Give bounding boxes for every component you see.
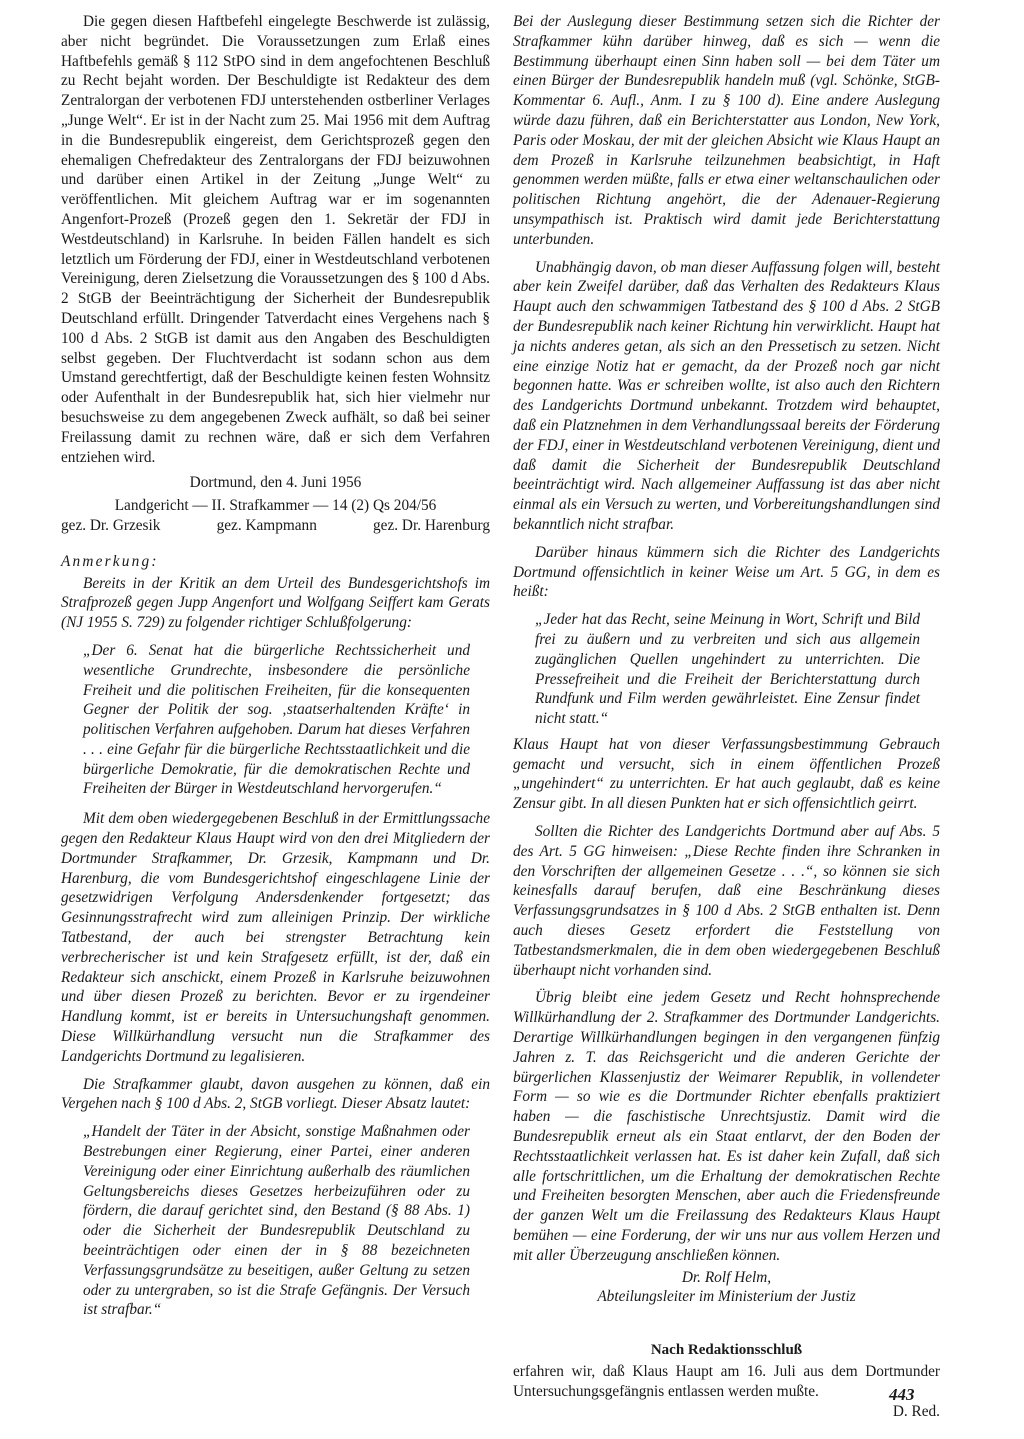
court-decision-paragraph: Die gegen diesen Haftbefehl eingelegte Beschwerde ist zulässig, aber nicht begründet. Die Voraussetzungen zum Erlaß eines Haftbefehls gemäß § 112 StPO sind in dem angefochtenen Beschluß zu Recht bejaht worden. Der Beschuldigte ist Redakteur des dem Zentralorgan der verbotenen FDJ unterstehenden ostberliner Verlages „Junge Welt“. Er ist in der Nacht zum 25. Mai 1956 mit dem Auftrag in die Bundesrepublik eingereist, dem Gerichtsprozeß gegen den ehemaligen Chefredakteur des Zentralorgans der FDJ beizuwohnen und darüber einen Artikel in der Zeitung „Junge Welt“ zu veröffentlichen. Mit gleichem Auftrag war er im sogenannten Angenfort-Prozeß (Prozeß gegen den 1. Sekretär der FDJ in Westdeutschland) in Karlsruhe. In beiden Fällen handelt es sich letztlich um Förderung der FDJ, einer in Westdeutschland verbotenen Vereinigung, deren Zielsetzung die Voraussetzungen des § 100 d Abs. 2 StGB der Beeinträchtigung der Sicherheit der Bundesrepublik Deutschland erfüllt. Dringender Tatverdacht eines Vergehens nach § 100 d Abs. 2 StGB ist damit aus den Angaben des Beschuldigten selbst gegeben. Der Fluchtverdacht ist sodann schon aus dem Umstand gerechtfertigt, daß der Beschuldigte keinen festen Wohnsitz oder Aufenthalt in der Bundesrepublik hat, sich hier vielmehr nur besuchsweise zu dem angegebenen Zweck aufhält, so daß bei seiner Freilassung damit zu rechnen wäre, daß er sich dem Verfahren entziehen wird. xyxy=(61,13,490,466)
editorial-signature: D. Red. xyxy=(892,1402,940,1420)
limits-paragraph: Sollten die Richter des Landgerichts Dortmund aber auf Abs. 5 des Art. 5 GG hinweisen: „Diese Rechte finden ihre Schranken in den Vorschriften der allgemeinen Gesetze . . .“, so können sie sich keinesfalls darauf berufen, daß eine Beschränkung dieses Verfassungsgrundsatzes in § 100 d Abs. 2 StGB enthalten ist. Denn auch dieses Gesetz erfordert die Feststellung von Tatbestandsmerkmalen, die in dem oben wiedergegebenen Beschluß überhaupt nicht vorhanden sind. xyxy=(513,823,940,979)
conclusion-paragraph: Übrig bleibt eine jedem Gesetz und Recht hohnsprechende Willkürhandlung der 2. Strafkammer des Dortmunder Landgerichts. Derartige Willkürhandlungen begingen in den vergangenen fünfzig Jahren z. T. das Reichsgericht und die anderen Gerichte der bürgerlichen Klassenjustiz der Weimarer Republik, in vollendeter Form — so wie es die Dortmunder Richter ebenfalls praktiziert haben — die faschistische Unrechtsjustiz. Damit wird die Bundesrepublik erneut als ein Staat entlarvt, der den Boden der Rechtsstaatlichkeit verlassen hat. Es ist daher kein Zufall, daß sich alle fortschrittlichen, um die Erhaltung der demokratischen Rechte und Freiheiten besorgten Menschen, aber auch die Friedensfreunde der ganzen Welt um die Freilassung des Redakteurs Klaus Haupt bemühen — eine Forderung, der wir uns nur aus vollem Herzen und mit aller Überzeugung anschließen können. xyxy=(513,989,940,1264)
signature-harenburg: gez. Dr. Harenburg xyxy=(373,516,490,534)
article5-quote: „Jeder hat das Recht, seine Meinung in Wort, Schrift und Bild frei zu äußern und zu verbreiten und sich aus allgemein zugänglichen Quellen ungehindert zu unterrichten. Die Pressefreiheit und die Freiheit der Berichterstattung durch Rundfunk und Film werden gewährleistet. Eine Zensur findet nicht statt.“ xyxy=(535,611,920,728)
anmerkung-paragraph: Bereits in der Kritik an dem Urteil des Bundesgerichtshofs im Strafprozeß gegen Jupp Angenfort und Wolfgang Seiffert kam Gerats (NJ 1955 S. 729) zu folgender richtiger Schlußfolgerung: xyxy=(61,574,490,632)
signature-kampmann: gez. Kampmann xyxy=(216,516,317,534)
author-title: Abteilungsleiter im Ministerium der Justiz xyxy=(597,1288,856,1306)
interpretation-paragraph: Bei der Auslegung dieser Bestimmung setzen sich die Richter der Strafkammer kühn darüber hinweg, daß es sich — wenn die Bestimmung überhaupt einen Sinn haben soll — bei dem Täter um einen Bürger der Bundesrepublik handeln muß (vgl. Schönke, StGB-Kommentar 6. Aufl., Anm. I zu § 100 d). Eine andere Auslegung würde dazu führen, daß ein Berichterstatter aus London, New York, Paris oder Moskau, der mit der gleichen Absicht wie Klaus Haupt an dem Prozeß in Karlsruhe teilzunehmen beabsichtigt, in Haft genommen werden müßte, falls er etwa einer weltanschaulichen oder politischen Richtung angehört, die der Adenauer-Regierung unsympathisch ist. Praktisch wird damit jede Berichterstattung unterbunden. xyxy=(513,13,940,248)
dateline: Dortmund, den 4. Juni 1956 xyxy=(189,474,362,492)
author-name: Dr. Rolf Helm, xyxy=(681,1268,772,1286)
page-number: 443 xyxy=(889,1385,915,1404)
left-column xyxy=(61,12,490,1320)
commentary-paragraph: Mit dem oben wiedergegebenen Beschluß in der Ermittlungssache gegen den Redakteur Klaus Haupt wird von den drei Mitgliedern der Dortmunder Strafkammer, Dr. Grzesik, Kampmann und Dr. Harenburg, die vom Bundesgerichtshof eingeschlagene Linie der gesetzwidrigen Verfolgung Andersdenkender fortgesetzt; das Gesinnungsstrafrecht wird zum alleinigen Prinzip. Der wirkliche Tatbestand, der auch bei strengster Betrachtung kein verbrecherischer ist und kein Strafgesetz erfüllt, ist der, daß ein Redakteur sich anschickt, einem Prozeß in Karlsruhe beizuwohnen und über diesen Prozeß zu berichten. Bevor er zu irgendeiner Handlung kommt, ist er bereits in Untersuchungshaft genommen. Diese Willkürhandlung versucht nun die Strafkammer des Landgerichts Dortmund zu legalisieren. xyxy=(61,810,490,1065)
editorial-heading: Nach Redaktionsschluß xyxy=(650,1342,803,1359)
strafkammer-paragraph: Die Strafkammer glaubt, davon ausgehen zu können, daß ein Vergehen nach § 100 d Abs. 2, StGB vorliegt. Dieser Absatz lautet: xyxy=(61,1075,490,1113)
editorial-note: erfahren wir, daß Klaus Haupt am 16. Juli aus dem Dortmunder Untersuchungsgefängnis entlassen werden mußte. xyxy=(513,1363,940,1400)
signature-row xyxy=(61,516,490,536)
right-column xyxy=(513,12,940,1422)
stgb-quote: „Handelt der Täter in der Absicht, sonstige Maßnahmen oder Bestrebungen einer Regierung, einer Partei, einer anderen Vereinigung oder einer Einrichtung außerhalb des räumlichen Geltungsbereichs dieses Gesetzes herbeizuführen oder zu fördern, die darauf gerichtet sind, den Bestand (§ 88 Abs. 1) oder die Sicherheit der Bundesrepublik Deutschland zu beeinträchtigen oder einen der in § 88 bezeichneten Verfassungsgrundsätze zu beseitigen, außer Geltung zu setzen oder zu untergraben, so ist die Strafe Gefängnis. Der Versuch ist strafbar.“ xyxy=(83,1123,470,1319)
haupt-paragraph: Klaus Haupt hat von dieser Verfassungsbestimmung Gebrauch gemacht und versucht, sich in einem öffentlichen Prozeß „ungehindert“ zu unterrichten. Er hat auch geglaubt, daß es keine Zensur gibt. In all diesen Punkten hat er sich offensichtlich geirrt. xyxy=(513,735,940,813)
anmerkung-heading: Anmerkung: xyxy=(61,552,159,570)
court-line: Landgericht — II. Strafkammer — 14 (2) Qs 204/56 xyxy=(114,497,437,515)
article5-paragraph: Darüber hinaus kümmern sich die Richter des Landgerichts Dortmund offensichtlich in keiner Weise um Art. 5 GG, in dem es heißt: xyxy=(513,543,940,601)
gerats-quote: „Der 6. Senat hat die bürgerliche Rechtssicherheit und wesentliche Grundrechte, insbesondere die persönliche Freiheit und die politischen Freiheiten, für die konsequenten Gegner der Politik der sog. ‚staatserhaltenden Kräfte‘ in politischen Verfahren aufgehoben. Darum hat dieses Verfahren . . . eine Gefahr für die bürgerliche Rechtsstaatlichkeit und die bürgerliche Demokratie, für die demokratischen Rechte und Freiheiten der Bürger in Westdeutschland hervorgerufen.“ xyxy=(83,641,470,798)
signature-grzesik: gez. Dr. Grzesik xyxy=(61,516,161,534)
behavior-paragraph: Unabhängig davon, ob man dieser Auffassung folgen will, besteht aber kein Zweifel darüber, daß das Verhalten des Redakteurs Klaus Haupt auch den schwammigen Tatbestand des § 100 d Abs. 2 StGB der Bundesrepublik nach keiner Richtung hin verwirklicht. Haupt hat ja nichts anderes getan, als sich an den Pressetisch zu setzen. Nicht eine einzige Notiz hat er gemacht, da der Prozeß noch gar nicht begonnen hatte. Was er schreiben wollte, ist also auch den Richtern des Landgerichts Dortmund unbekannt. Trotzdem wird behauptet, daß ein Platznehmen in dem Verhandlungssaal bereits der Förderung der FDJ, einer in Westdeutschland verbotenen Vereinigung, dient und daß damit die Sicherheit der Bundesrepublik Deutschland beeinträchtigt wird. Nach allgemeiner Auffassung ist das aber nicht einmal als ein Versuch zu werten, und Vorbereitungshandlungen sind bekanntlich nicht strafbar. xyxy=(513,258,940,533)
